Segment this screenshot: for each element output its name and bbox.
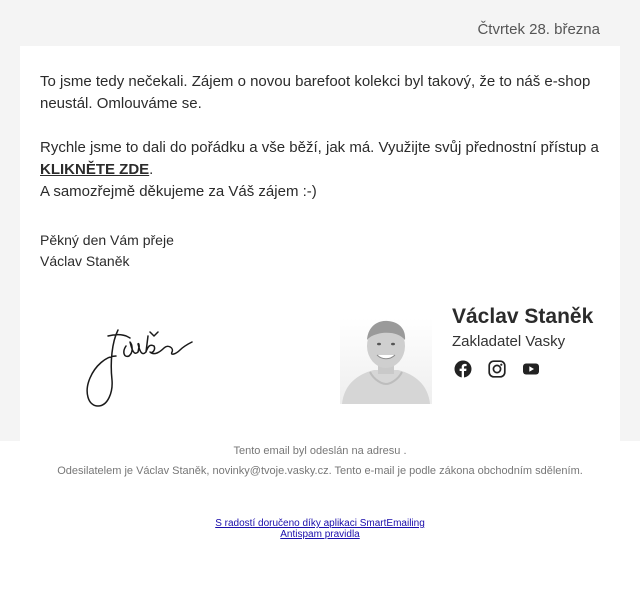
instagram-icon <box>488 360 506 378</box>
closing <box>40 230 174 272</box>
youtube-icon <box>522 360 540 378</box>
signoff-name: Václav Staněk <box>40 253 130 269</box>
handwritten-signature <box>82 322 202 412</box>
sender-role: Zakladatel Vasky <box>452 333 566 350</box>
youtube-link[interactable] <box>522 360 540 378</box>
email-date: Čtvrtek 28. března <box>477 21 600 38</box>
founder-photo <box>340 318 432 404</box>
social-links <box>454 360 540 378</box>
greeting: Pěkný den Vám přeje <box>40 232 174 248</box>
message-paragraph-2-text: Rychle jsme to dali do pořádku a vše běží, jak má. Využijte svůj přednostní přístup a <box>40 139 599 156</box>
click-here-link[interactable]: KLIKNĚTE ZDE <box>40 161 150 178</box>
message-body <box>40 71 605 203</box>
message-paragraph-2-end: . <box>149 161 154 178</box>
footer-sender-info: Odesilatelem je Václav Staněk, novinky@tvoje.vasky.cz. Tento e-mail je podle zákona obchodním sdělením. <box>57 465 583 477</box>
message-paragraph-2 <box>40 137 605 181</box>
message-paragraph-1: To jsme tedy nečekali. Zájem o novou barefoot kolekci byl takový, že to náš e-shop neustál. Omlouváme se. <box>40 73 591 112</box>
footer-links <box>0 518 640 540</box>
email-card <box>20 46 620 441</box>
message-paragraph-3: A samozřejmě děkujeme za Váš zájem :-) <box>40 183 317 200</box>
facebook-link[interactable] <box>454 360 472 378</box>
instagram-link[interactable] <box>488 360 506 378</box>
sender-name: Václav Staněk <box>452 305 594 328</box>
facebook-icon <box>454 360 472 378</box>
smartemailing-link[interactable]: S radostí doručeno díky aplikaci SmartEmailing <box>215 518 425 529</box>
antispam-link[interactable]: Antispam pravidla <box>280 529 360 540</box>
footer-recipient-note: Tento email byl odeslán na adresu . <box>233 445 407 457</box>
